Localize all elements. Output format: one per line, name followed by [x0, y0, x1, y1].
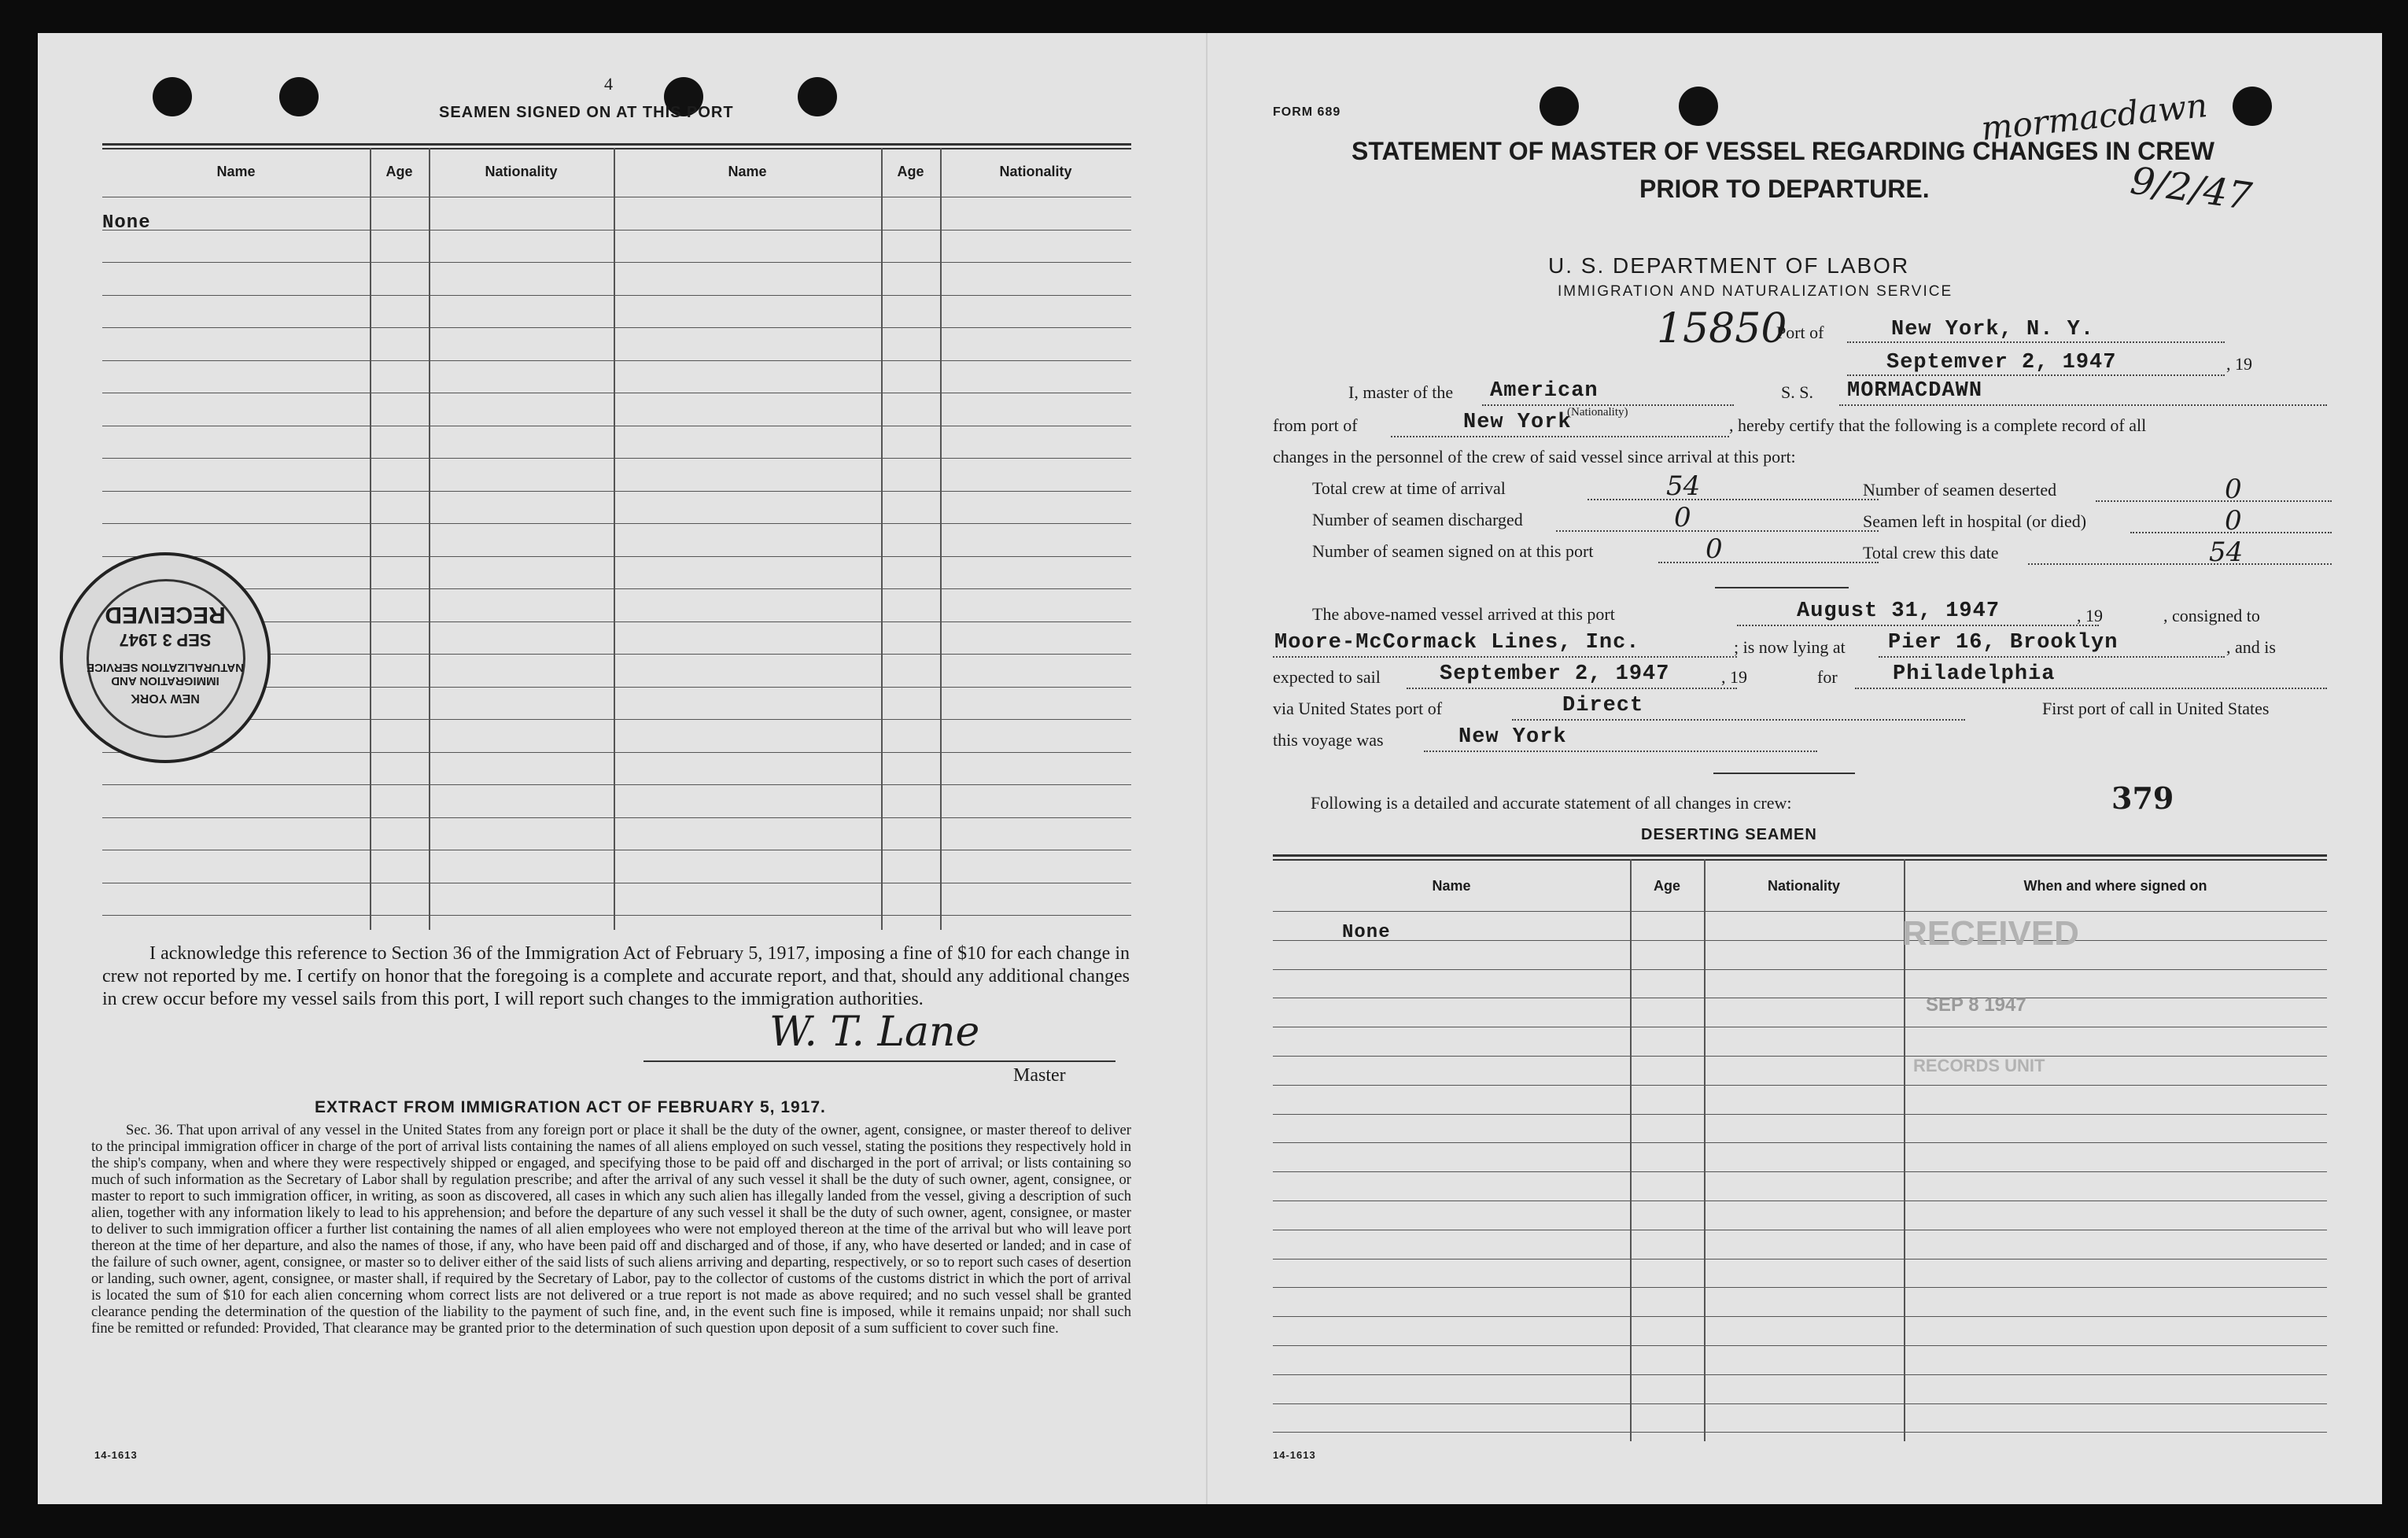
- desert-header-age: Age: [1653, 878, 1680, 894]
- desert-header-name: Name: [1432, 878, 1471, 894]
- desert-table-row-line: [1273, 1259, 2327, 1260]
- desert-table-row-line: [1273, 1085, 2327, 1086]
- desert-first-entry: None: [1342, 922, 1391, 943]
- faint-stamp-unit: RECORDS UNIT: [1913, 1056, 2045, 1075]
- page-number: 4: [604, 74, 613, 94]
- left-table-row-line: [102, 327, 1131, 328]
- desert-table-col-line: [1704, 859, 1706, 1441]
- right-form-code: 14-1613: [1273, 1449, 1316, 1461]
- punch-hole: [153, 77, 192, 116]
- left-table-row-line: [102, 523, 1131, 524]
- statement-date: Septemver 2, 1947: [1886, 351, 2117, 374]
- port-of-value: New York, N. Y.: [1891, 318, 2095, 341]
- left-table-row-line: [102, 295, 1131, 296]
- left-table-row-line: [102, 491, 1131, 492]
- left-table-col-line: [429, 148, 430, 930]
- left-table-row-line: [102, 588, 1131, 589]
- col-header-age: Age: [897, 164, 924, 179]
- left-table-col-line: [940, 148, 942, 930]
- stats-divider: [1715, 587, 1849, 588]
- left-table-row-line: [102, 360, 1131, 361]
- punch-hole: [1679, 87, 1718, 126]
- desert-table-row-line: [1273, 1345, 2327, 1346]
- left-table-row-line: [102, 915, 1131, 916]
- handwritten-vessel: mormacdawn: [1979, 86, 2210, 148]
- desert-table-col-line: [1630, 859, 1632, 1441]
- punch-hole: [279, 77, 319, 116]
- punch-hole: [1540, 87, 1579, 126]
- deserting-title: DESERTING SEAMEN: [1641, 826, 1817, 843]
- left-table-row-line: [102, 230, 1131, 231]
- left-form-code: 14-1613: [94, 1449, 138, 1461]
- left-first-entry: None: [102, 212, 151, 234]
- form-title-line2: PRIOR TO DEPARTURE.: [1639, 175, 1930, 203]
- left-table-col-line: [370, 148, 371, 930]
- via-port: Direct: [1562, 694, 1644, 717]
- signature-line: [643, 1060, 1115, 1062]
- desert-table-row-line: [1273, 1056, 2327, 1057]
- desert-table-row-line: [1273, 1171, 2327, 1172]
- total-crew-today: 54: [2209, 537, 2244, 568]
- stamp-received-word: RECEIVED: [105, 602, 226, 628]
- col-header-name: Name: [216, 164, 256, 179]
- consignee: Moore-McCormack Lines, Inc.: [1274, 631, 1640, 655]
- vessel-nationality: American: [1490, 379, 1599, 403]
- signed-on-count: 0: [1706, 533, 1723, 565]
- desert-header-nationality: Nationality: [1767, 878, 1840, 894]
- voyage-divider: [1713, 773, 1855, 774]
- faint-stamp-date: SEP 8 1947: [1926, 994, 2026, 1016]
- nationality-caption: (Nationality): [1567, 406, 1628, 419]
- table-top-rule: [102, 143, 1131, 146]
- punch-hole: [798, 77, 837, 116]
- desert-table-top: [1273, 859, 2327, 861]
- form-title-line1: STATEMENT OF MASTER OF VESSEL REGARDING CHANGES IN CREW: [1352, 137, 2214, 165]
- left-table-row-line: [102, 784, 1131, 785]
- desert-table-row-line: [1273, 969, 2327, 970]
- desert-table-row-line: [1273, 1287, 2327, 1288]
- desert-table-row-line: [1273, 1114, 2327, 1115]
- acknowledgement-paragraph: I acknowledge this reference to Section 36 of the Immigration Act of February 5, 1917, imposing a fine of $10 for each change in crew not reported by me. I certify on honor that the foregoing is a complete and accurate report, and that, should any additional changes in crew occur before my vessel sails from this port, I will report such changes to the immigration authorities.: [102, 943, 1130, 1009]
- vessel-name: MORMACDAWN: [1847, 379, 1983, 403]
- col-header-name: Name: [728, 164, 767, 179]
- desert-table-row-line: [1273, 1316, 2327, 1317]
- sail-date: September 2, 1947: [1440, 662, 1670, 686]
- lying-at: Pier 16, Brooklyn: [1888, 631, 2119, 655]
- arrival-date: August 31, 1947: [1797, 599, 2001, 623]
- extract-title: EXTRACT FROM IMMIGRATION ACT OF FEBRUARY 5, 1917.: [315, 1098, 826, 1116]
- left-table-col-line: [614, 148, 615, 930]
- desert-table-row-line: [1273, 911, 2327, 912]
- desert-table-row-line: [1273, 1374, 2327, 1375]
- left-table-row-line: [102, 752, 1131, 753]
- voyage-port: New York: [1458, 725, 1567, 749]
- deserted-count: 0: [2225, 474, 2242, 505]
- desert-table-row-line: [1273, 1403, 2327, 1404]
- center-fold: [1206, 33, 1208, 1504]
- destination: Philadelphia: [1893, 662, 2056, 686]
- col-header-nationality: Nationality: [999, 164, 1072, 179]
- extract-text: Sec. 36. That upon arrival of any vessel in the United States from any foreign port or place it shall be the duty of the owner, agent, consignee, or master thereof to deliver to the principal immigration officer in charge of the port of arrival lists containing the names of all aliens employed on such vessel, stating the positions they respectively hold in the ship's company, when and where they were respectively shipped or engaged, and specifying those to be paid off and discharged in the port of arrival; or lists containing so much of such information as the Secretary of Labor shall by regulation prescribe; and after the arrival of any such vessel it shall be the duty of such owner, agent, consignee, or master to report to such immigration officer, in writing, as soon as discovered, all cases in which any such alien has illegally landed from the vessel, giving a description of such alien, together with any information likely to lead to his apprehension; and before the departure of any such vessel it shall be the duty of such owner, agent, consignee, or master to deliver to such immigration officer a further list containing the names of all alien employees who were not employed thereon at the time of the arrival but who will leave port thereon at the time of her departure, and also the names of those, if any, who have been paid off and discharged and of those, if any, who have deserted or landed; and in case of the failure of such owner, agent, consignee, or master so to deliver either of the said lists of such aliens arriving and departing, respectively, or so to report such cases of desertion or landing, such owner, agent, consignee, or master shall, if required by the Secretary of Labor, pay to the collector of customs of the customs district in which the port of arrival is located the sum of $10 for each alien concerning whom correct lists are not delivered or a true report is not made as above required; and no such vessel shall be granted clearance pending the determination of the question of the liability to the payment of such fine, and, in the event such fine is imposed, while it remains unpaid; nor shall such fine be remitted or refunded: Provided, That clearance may be granted prior to the determination of such question upon deposit of a sum sufficient to cover such fine.: [91, 1122, 1131, 1337]
- from-port-value: New York: [1463, 411, 1572, 434]
- master-signature: W. T. Lane: [769, 1009, 980, 1056]
- desert-table-row-line: [1273, 1142, 2327, 1143]
- total-crew-arrival: 54: [1666, 470, 1701, 502]
- left-table-row-line: [102, 817, 1131, 818]
- service-name: IMMIGRATION AND NATURALIZATION SERVICE: [1558, 283, 1953, 300]
- desert-table-row-line: [1273, 940, 2327, 941]
- col-header-age: Age: [385, 164, 413, 179]
- master-label: Master: [1013, 1065, 1066, 1086]
- left-section-title: SEAMEN SIGNED ON AT THIS PORT: [439, 104, 734, 121]
- col-header-nationality: Nationality: [485, 164, 558, 179]
- left-table-row-line: [102, 262, 1131, 263]
- faint-received-stamp: RECEIVED: [1902, 914, 2079, 953]
- department-name: U. S. DEPARTMENT OF LABOR: [1548, 253, 1910, 278]
- hospital-count: 0: [2225, 505, 2242, 537]
- left-table-row-line: [102, 556, 1131, 557]
- handwritten-number: 15850: [1657, 305, 1787, 352]
- desert-table-top: [1273, 854, 2327, 857]
- handwritten-date: 9/2/47: [2127, 158, 2255, 219]
- left-table-row-line: [102, 458, 1131, 459]
- discharged-count: 0: [1674, 502, 1691, 533]
- desert-header-when-where: When and where signed on: [2023, 878, 2207, 894]
- document-sheet: 4 SEAMEN SIGNED ON AT THIS PORT Name Age Nationality Name Age Nationality None NEW YORK IMMIGRATION AND NATURALIZATION SERVICE SEP 3 1947 RECEIVED I acknowledge this reference to Section 36 of the Immigration Act of February 5, 1917, imposing a fine of $10 for each change in crew not reported by me. I certify on honor that the foregoing is a complete and accurate report, and that, should any additional changes in crew occur before my vessel sails from this port, I will report such changes to the immigration authorities. W. T. Lane Master EXTRACT FROM IMMIGRATION ACT OF FEBRUARY 5, 1917. Sec. 36. That upon arrival of any vessel in the United States from any foreign port or place it shall be the duty of the owner, agent, consignee, or master thereof to deliver to the principal immigration officer in charge of the port of arrival lists containing the names of all aliens employed on such vessel, stating the positions they respectively hold in the ship's company, when and where they were respectively shipped or engaged, and specifying those to be paid off and discharged in the port of arrival; or lists containing so much of such information as the Secretary of Labor shall by regulation prescribe; and after the arrival of any such vessel it shall be the duty of such owner, agent, consignee, or master to report to such immigration officer, in writing, as soon as discovered, all cases in which any such alien has illegally landed from the vessel, giving a description of such alien, together with any information likely to lead to his apprehension; and before the departure of any such vessel it shall be the duty of such owner, agent, consignee, or master to deliver to such immigration officer a further list containing the names of all alien employees who were not employed thereon at the time of the arrival but who will leave port thereon at the time of her departure, and also the names of those, if any, who have been paid off and discharged and of those, if any, who have deserted or landed; and in case of the failure of such owner, agent, consignee, or master so to deliver either of the said lists of such aliens arriving and departing, respectively, or so to report such cases of desertion or landing, such owner, agent, consignee, or master shall, if required by the Secretary of Labor, pay to the collector of customs of the customs district in which the port of arrival is located the sum of $10 for each alien concerning whom correct lists are not delivered or a true report is not made as above required; and no such vessel shall be granted clearance pending the determination of the question of the liability to the payment of such fine, and, in the event such fine is imposed, while it remains unpaid; nor shall such fine be remitted or refunded: Provided, That clearance may be granted prior to the determination of such question upon deposit of a sum sufficient to cover such fine. 14-1613 FORM 689 STATEMENT OF MASTER OF VESSEL REGARDING CHANGES IN CREW PRIOR TO DEPARTURE. mormacdawn 9/2/47 U. S. DEPARTMENT OF LABOR IMMIGRATION AND NATURALIZATION SERVICE 15850 Port of New York, N. Y. Septemver 2, 1947 , 19 I, master of the American (Nationality) S. S. MORMACDAWN from port of New York , hereby certify that the following is a complete record of all changes in the personnel of the crew of said vessel since arrival at this port: Total crew at time of arrival 54 Number of seamen deserted 0 Number of seamen discharged 0 Seamen left in hospital (or died) 0 Number of seamen signed on at this port 0 Total crew this date 54 The above-named vessel arrived at this port August 31, 1947 , 19 , consigned to Moore-McCormack Lines, Inc. ; is now lying at Pier 16, Brooklyn , and is expected to sail September 2, 1947 , 19 for Philadelphia via United States port of Direct First port of call in United States this voyage was New York Following is a detailed and accurate statement of all changes in crew: 379 DESERTING SEAMEN Name Age Nationality When and where signed on None RECEIVED SEP 8 1947 RECORDS UNIT 14-1613: [38, 33, 2382, 1504]
- desert-table-row-line: [1273, 1432, 2327, 1433]
- table-top-rule: [102, 148, 1131, 149]
- punch-hole: [2233, 87, 2272, 126]
- left-table-col-line: [881, 148, 883, 930]
- handwritten-count: 379: [2111, 780, 2174, 816]
- form-number: FORM 689: [1273, 105, 1341, 119]
- received-stamp: NEW YORK IMMIGRATION AND NATURALIZATION SERVICE SEP 3 1947 RECEIVED: [60, 552, 271, 763]
- left-table-row-line: [102, 719, 1131, 720]
